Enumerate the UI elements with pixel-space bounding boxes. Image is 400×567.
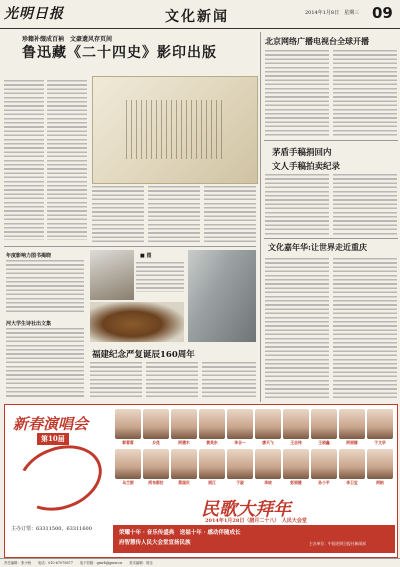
performer-photo	[227, 409, 253, 439]
issue-date: 2014年1月8日 星期三	[305, 10, 360, 16]
performer-name: 阿德木	[178, 440, 190, 445]
performer-photo	[311, 449, 337, 479]
performer-name: 于淑	[236, 480, 244, 485]
performer-name: 彭丽媛	[290, 480, 302, 485]
performer-photo	[283, 409, 309, 439]
lead-story-header	[4, 34, 256, 74]
right-lower-body-1	[265, 258, 329, 400]
ad-slogan-2: 府智慧传人民大会堂宣扬民族	[119, 540, 191, 546]
ad-contact: 主办订票：63311500、63311600	[11, 526, 92, 532]
zongzi-body-1	[90, 362, 142, 400]
page-number: 09	[372, 4, 393, 22]
newspaper-logo: 光明日报	[4, 6, 64, 22]
lead-body-col-5	[204, 186, 256, 242]
performer-photo	[227, 449, 253, 479]
performer-photo	[115, 449, 141, 479]
right-mid-headline-2: 文人手稿拍卖纪录	[272, 162, 341, 172]
brief-2-body	[6, 328, 84, 398]
performer-name: 廖天飞	[262, 440, 274, 445]
performer-name: 阿帕	[376, 480, 384, 485]
performer-photo	[367, 409, 393, 439]
left-divider	[4, 246, 256, 247]
performer-name: 乌兰图	[122, 480, 134, 485]
performer-photo	[199, 449, 225, 479]
performer-photo	[255, 409, 281, 439]
artifact-photo	[90, 302, 184, 342]
right-divider-1	[264, 140, 398, 141]
lead-body-col-4	[148, 186, 200, 242]
performer-name: 郭蓉蓉	[122, 440, 134, 445]
photo-caption-text	[136, 262, 184, 292]
ad-logo-block	[7, 407, 111, 519]
brief-2-headline: 河大学生诗社出文集	[6, 321, 52, 327]
performer-name: 李谷一	[234, 440, 246, 445]
performer-photo	[367, 449, 393, 479]
performer-photo	[283, 449, 309, 479]
performer-photo	[171, 409, 197, 439]
right-mid-headline: 茅盾手稿捐回内	[272, 148, 332, 158]
performer-photo	[115, 409, 141, 439]
ancient-book-photo	[92, 76, 258, 184]
lead-headline: 鲁迅藏《二十四史》影印出版	[22, 45, 217, 61]
hand-photo	[90, 250, 134, 300]
performer-photo	[339, 409, 365, 439]
right-top-body-2	[333, 50, 397, 136]
ad-slogan: 荣耀十年 · 音乐传盛典 送福十年 · 感动伴随成长	[119, 530, 241, 536]
lead-body-col-2	[47, 80, 87, 240]
section-title: 文化新闻	[165, 9, 229, 25]
performer-photo	[171, 449, 197, 479]
performer-name: 阿丽娜	[346, 440, 358, 445]
performer-name: 乡昆	[152, 440, 160, 445]
ad-date: 2014年1月28日（腊月二十八） 人民大会堂	[205, 518, 307, 524]
ad-swoosh-graphic	[9, 434, 111, 522]
performer-photo	[143, 449, 169, 479]
zongzi-headline: 福建纪念严复诞辰160周年	[92, 350, 195, 360]
performer-name: 王志伟	[290, 440, 302, 445]
performer-photo	[199, 409, 225, 439]
performer-name: 蔡国庆	[178, 480, 190, 485]
performer-name: 丽江	[208, 480, 216, 485]
ad-edition-badge: 第10届	[37, 433, 69, 445]
performer-name: 于文华	[374, 440, 386, 445]
right-lower-body-2	[333, 258, 397, 400]
zongzi-body-3	[202, 362, 256, 400]
photo-caption-title: ■ 图	[140, 253, 152, 259]
right-lower-headline: 文化嘉年华:让世界走近重庆	[268, 242, 367, 252]
brief-1-body	[6, 260, 84, 314]
ad-logo-text: 新春演唱会	[13, 415, 89, 433]
right-mid-body-2	[333, 174, 397, 236]
right-mid-body-1	[265, 174, 329, 236]
page-footer: 责任编辑：张小秋 电话：010-67078877 电子信箱：gmrb@gmw.cn 美术编辑：郭全	[0, 558, 400, 567]
ad-banner	[113, 525, 395, 553]
performer-name: 王晓鑫	[318, 440, 330, 445]
performer-photo	[255, 449, 281, 479]
brief-1-headline: 年度影响力图书揭晓	[6, 253, 52, 259]
right-top-headline: 北京网络广播电视台全球开播	[265, 36, 369, 46]
performer-name: 李坡	[264, 480, 272, 485]
performer-photo	[311, 409, 337, 439]
lead-kicker: 珍籍补缀成百衲 文豪遗风存页间	[22, 36, 113, 43]
right-divider-2	[264, 238, 398, 239]
exhibition-photo	[188, 250, 256, 342]
performer-photo	[143, 409, 169, 439]
performer-photo	[339, 449, 365, 479]
ad-title: 民歌大拜年	[201, 499, 291, 520]
ad-info-line: 主办单位：中国光明日报社新闻部	[309, 541, 366, 546]
masthead	[0, 0, 400, 29]
right-top-body-1	[265, 50, 329, 136]
lead-body-col-1	[4, 80, 44, 240]
performer-name: 阿布都拉	[148, 480, 164, 485]
concert-advertisement	[4, 404, 398, 558]
performer-name: 孙小平	[318, 480, 330, 485]
lead-body-col-3	[92, 186, 144, 242]
column-divider	[260, 32, 261, 402]
performer-name: 李卫宝	[346, 480, 358, 485]
zongzi-body-2	[146, 362, 198, 400]
performer-name: 黄英东	[206, 440, 218, 445]
performer-grid	[115, 409, 395, 491]
